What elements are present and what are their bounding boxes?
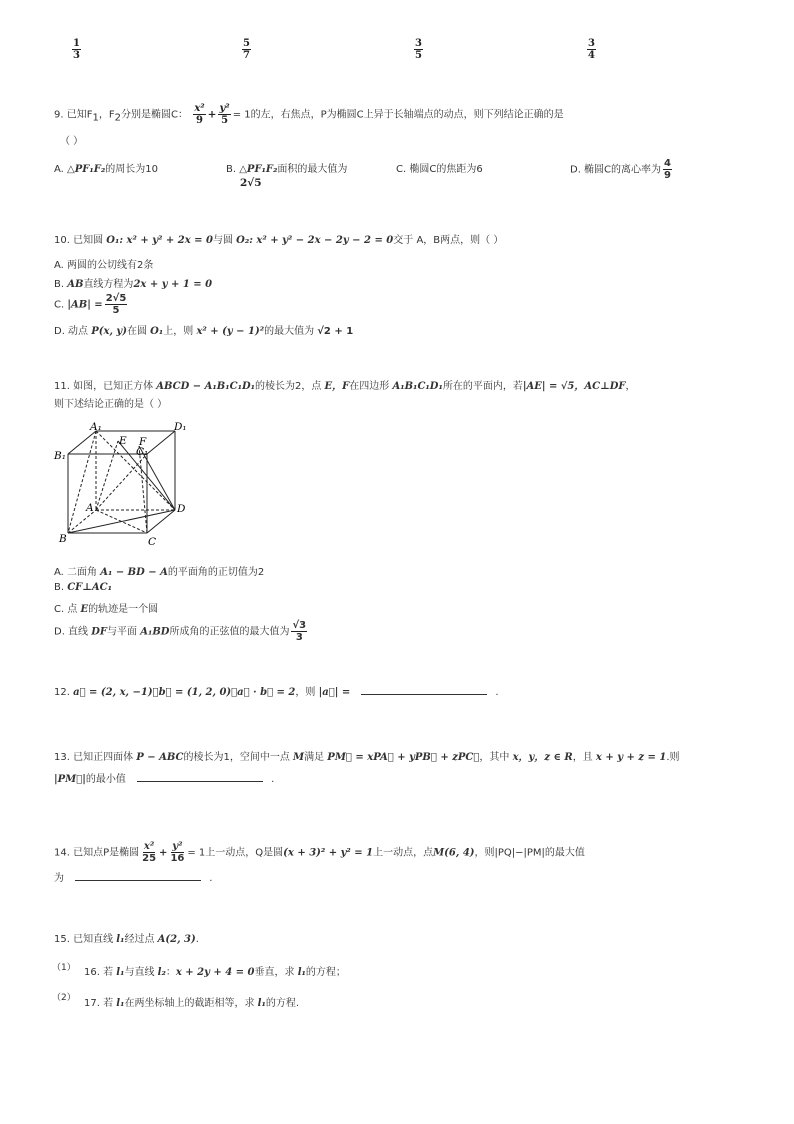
label-d1: D₁ (174, 421, 187, 433)
q14-answer-blank[interactable] (75, 870, 201, 881)
option-fraction-d: $\frac{3}{4}$ (588, 38, 595, 61)
cube-figure (50, 418, 200, 553)
q10-option-b: B. AB直线方程为2x + y + 1 = 0 (54, 279, 213, 290)
q10-option-c: C. |AB| = $\frac{2√5}{5}$ (54, 293, 127, 316)
q9-fraction-x: $\frac{\text{x²}}{9}$ (194, 103, 205, 126)
label-d: D (177, 503, 186, 515)
q9-stem: 9. 已知$F_1$，$F_2$分别是椭圆C： $\frac{\text{x²}}{9}$ + $\frac{\text{y²}}{5}$ = 1的左，右焦点，P为椭圆C上异于长轴端点的动点，则下列结论正确的是 (54, 103, 564, 126)
cube-hidden-ac1 (96, 454, 147, 510)
q10-option-c-fraction: $\frac{2√5}{5}$ (105, 293, 127, 316)
q15-stem: 15. 已知直线 l₁经过点 A(2, 3). (54, 934, 199, 945)
q14-stem-line2: 为 . (54, 869, 212, 884)
q11-option-d-fraction: $\frac{√3}{3}$ (292, 620, 307, 643)
q13-stem-line2: |PM⃗|的最小值 . (54, 770, 274, 785)
cube-hidden-a1d (96, 431, 175, 510)
q11-option-a: A. 二面角 A₁ − BD − A的平面角的正切值为2 (54, 567, 265, 578)
q9-option-c: C. 椭圆C的焦距为6 (396, 164, 483, 175)
cube-hidden-ac (96, 510, 147, 533)
q15-part1: 16. 若 l₁与直线 l₂：x + 2y + 4 = 0垂直，求 l₁的方程； (84, 967, 346, 978)
q11-option-b: B. CF⊥AC₁ (54, 582, 112, 593)
q14-fraction-x: $\frac{\text{x²}}{25}$ (142, 841, 157, 864)
option-fraction-a: $\frac{1}{3}$ (73, 38, 80, 61)
q14-fraction-y: $\frac{\text{y²}}{16}$ (170, 841, 185, 864)
option-fraction-b: $\frac{5}{7}$ (243, 38, 250, 61)
q13-stem-line1: 13. 已知正四面体 P − ABC的棱长为1，空间中一点 M满足 PM⃗ = xPA⃗ + yPB⃗ + zPC⃗，其中 x，y，z ∈ R，且 x + y + z = 1.则 (54, 752, 680, 763)
q11-stem-line2: 则下述结论正确的是（ ） (54, 399, 168, 410)
q15-part2-tag: （2） (52, 993, 76, 1003)
q9-option-b-value: 2√5 (240, 177, 262, 189)
q9-option-b: B. △PF₁F₂面积的最大值为 (226, 164, 348, 175)
q12-stem: 12. a⃗ = (2, x, −1)，b⃗ = (1, 2, 0)，a⃗ · b⃗ = 2，则 |a⃗| = . (54, 683, 499, 698)
option-fraction-c: $\frac{3}{5}$ (415, 38, 422, 61)
q9-option-d: D. 椭圆C的离心率为 $\frac{4}{9}$ (570, 158, 672, 181)
label-f: F (139, 436, 147, 448)
label-b: B (59, 533, 67, 545)
q9-fraction-y: $\frac{\text{y²}}{5}$ (219, 103, 230, 126)
q13-answer-blank[interactable] (137, 771, 263, 782)
q9-answer-paren: （ ） (60, 136, 84, 147)
label-e: E (119, 435, 127, 447)
q9-option-d-fraction: $\frac{4}{9}$ (664, 158, 672, 181)
q9-option-a: A. △PF₁F₂的周长为10 (54, 164, 158, 175)
label-b1: B₁ (54, 450, 66, 462)
q11-option-c: C. 点 E的轨迹是一个圆 (54, 604, 159, 615)
q11-stem-line1: 11. 如图，已知正方体 ABCD − A₁B₁C₁D₁的棱长为2，点 E，F在四边形 A₁B₁C₁D₁所在的平面内，若|AE| = √5，AC⊥DF， (54, 381, 636, 392)
cube-edge-b1a1 (68, 431, 96, 454)
q10-stem: 10. 已知圆 O₁: x² + y² + 2x = 0与圆 O₂: x² + y² − 2x − 2y − 2 = 0交于 A，B两点，则（ ） (54, 235, 504, 246)
label-c: C (148, 536, 157, 548)
q15-part2: 17. 若 l₁在两坐标轴上的截距相等，求 l₁的方程. (84, 998, 300, 1009)
q14-stem-line1: 14. 已知点P是椭圆 $\frac{\text{x²}}{25}$ + $\frac{\text{y²}}{16}$ = 1上一动点，Q是圆(x + 3)² + y² = 1上一动点，点M(6, 4)，则|PQ|−|PM|的最大值 (54, 841, 585, 864)
q15-part1-tag: （1） (52, 963, 76, 973)
cube-edge-d1c1 (147, 431, 175, 454)
q10-option-d: D. 动点 P(x, y)在圆 O₁上，则 x² + (y − 1)²的最大值为 √2 + 1 (54, 326, 354, 337)
label-a: A (86, 502, 94, 514)
q12-answer-blank[interactable] (361, 684, 487, 695)
cube-hidden-a1b (68, 431, 96, 533)
q10-option-a: A. 两圆的公切线有2条 (54, 260, 154, 271)
label-a1: A₁ (90, 421, 102, 433)
label-c1: C₁ (136, 446, 149, 458)
q11-option-d: D. 直线 DF与平面 A₁BD所成角的正弦值的最大值为 $\frac{√3}{3}$ (54, 620, 307, 643)
cube-hidden-ae (96, 441, 118, 510)
